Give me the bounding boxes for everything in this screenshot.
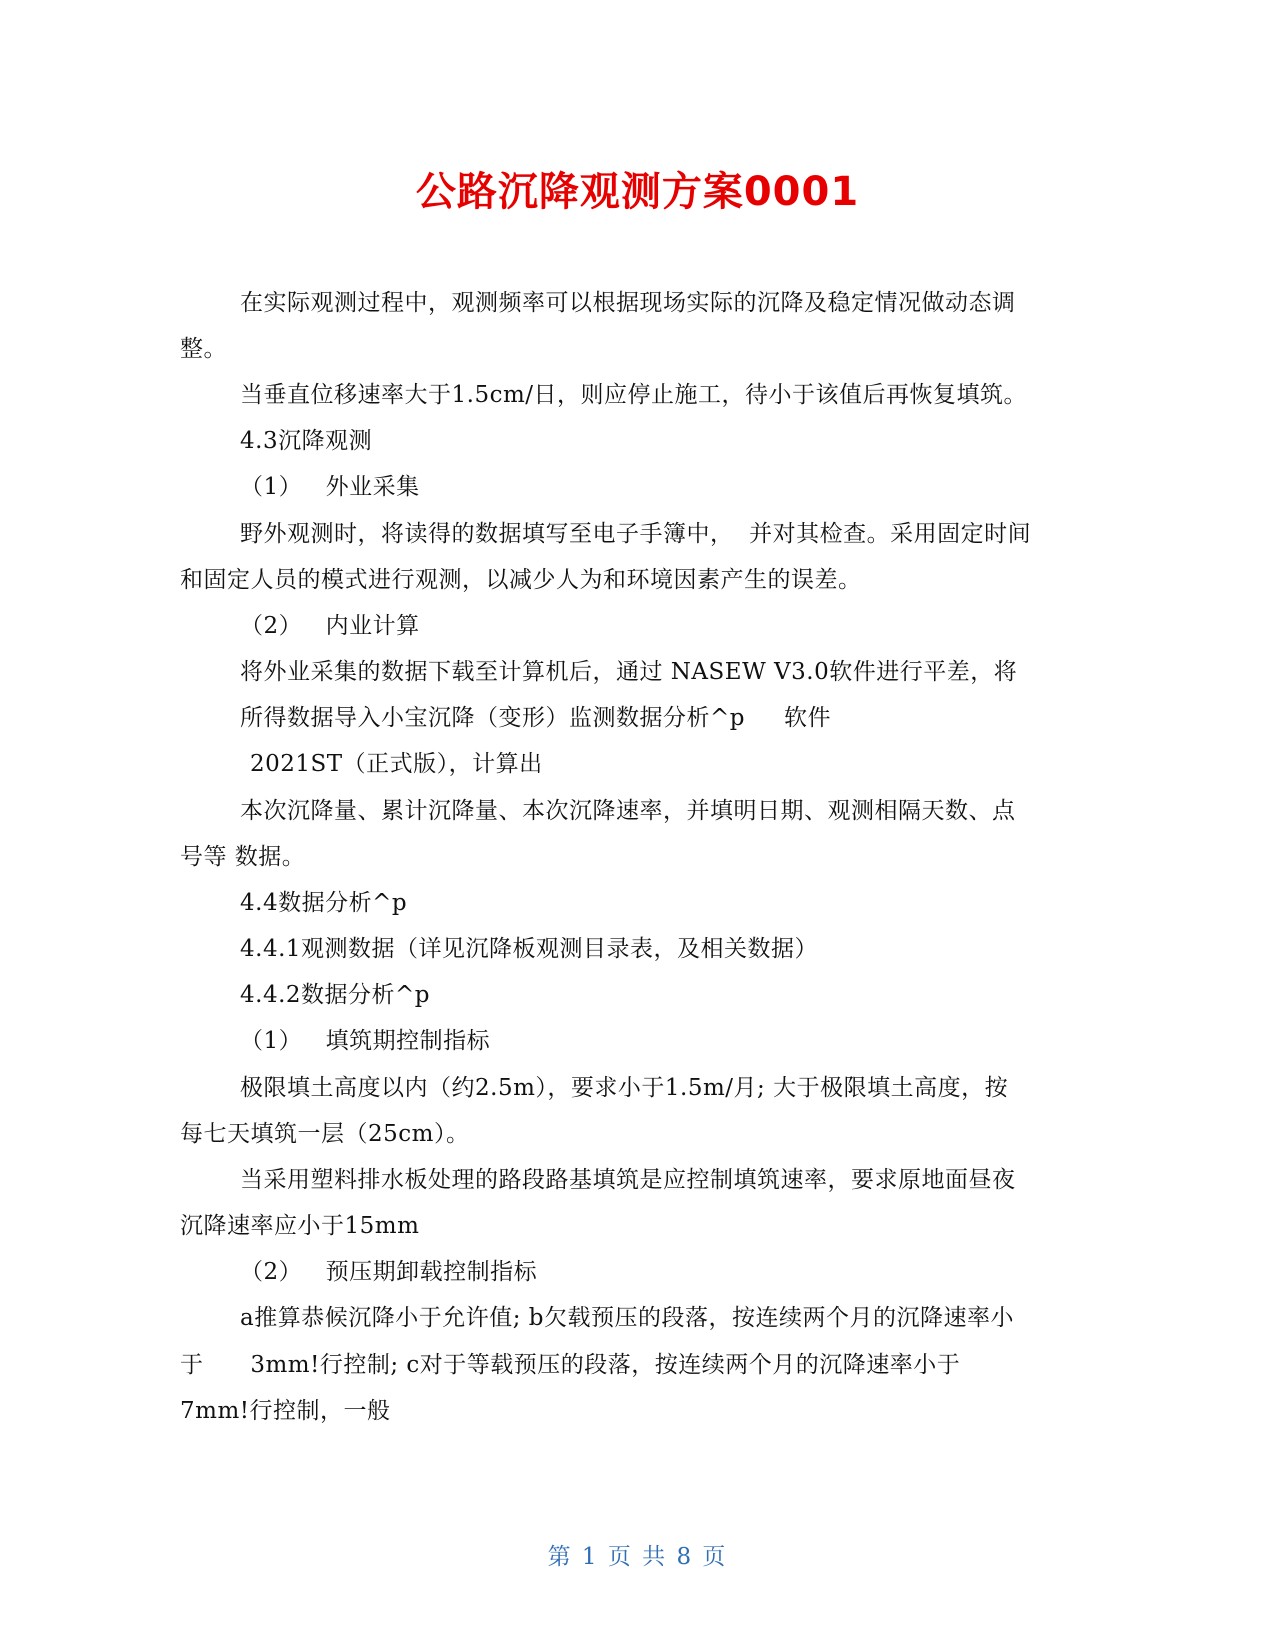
section-heading: 4.4.2数据分析^p: [240, 982, 431, 1008]
body-line: a推算恭候沉降小于允许值; b欠载预压的段落，按连续两个月的沉降速率小: [240, 1305, 1014, 1331]
subsection-heading: （1） 外业采集: [240, 474, 420, 500]
body-line: 在实际观测过程中，观测频率可以根据现场实际的沉降及稳定情况做动态调: [240, 290, 1016, 316]
body-line: 当采用塑料排水板处理的路段路基填筑是应控制填筑速率，要求原地面昼夜: [240, 1167, 1016, 1193]
document-title: 公路沉降观测方案0001: [415, 169, 860, 215]
body-line: 每七天填筑一层（25cm）。: [180, 1121, 470, 1147]
body-line: 本次沉降量、累计沉降量、本次沉降速率，并填明日期、观测相隔天数、点: [240, 798, 1016, 824]
body-line: 号等 数据。: [180, 844, 306, 870]
body-line: 当垂直位移速率大于1.5cm/日，则应停止施工，待小于该值后再恢复填筑。: [240, 382, 1028, 408]
section-heading: 4.4.1观测数据（详见沉降板观测目录表，及相关数据）: [240, 936, 819, 962]
body-line: 野外观测时，将读得的数据填写至电子手簿中， 并对其检查。采用固定时间: [240, 521, 1032, 547]
section-heading: 4.3沉降观测: [240, 428, 373, 454]
section-heading: 4.4数据分析^p: [240, 890, 408, 916]
body-line: 所得数据导入小宝沉降（变形）监测数据分析^p 软件: [240, 705, 832, 731]
body-line: 于 3mm!行控制; c对于等载预压的段落，按连续两个月的沉降速率小于: [180, 1352, 961, 1378]
body-line: 整。: [180, 336, 227, 362]
page-number-footer: 第 1 页 共 8 页: [547, 1544, 728, 1570]
subsection-heading: （2） 预压期卸载控制指标: [240, 1259, 538, 1285]
body-line: 和固定人员的模式进行观测，以减少人为和环境因素产生的误差。: [180, 567, 862, 593]
subsection-heading: （1） 填筑期控制指标: [240, 1028, 491, 1054]
body-line: 沉降速率应小于15mm: [180, 1213, 420, 1239]
subsection-heading: （2） 内业计算: [240, 613, 420, 639]
body-line: 2021ST（正式版），计算出: [250, 751, 543, 777]
body-line: 7mm!行控制，一般: [180, 1398, 391, 1424]
body-line: 极限填土高度以内（约2.5m），要求小于1.5m/月; 大于极限填土高度，按: [240, 1075, 1009, 1101]
body-line: 将外业采集的数据下载至计算机后，通过 NASEW V3.0软件进行平差，将: [240, 659, 1018, 685]
